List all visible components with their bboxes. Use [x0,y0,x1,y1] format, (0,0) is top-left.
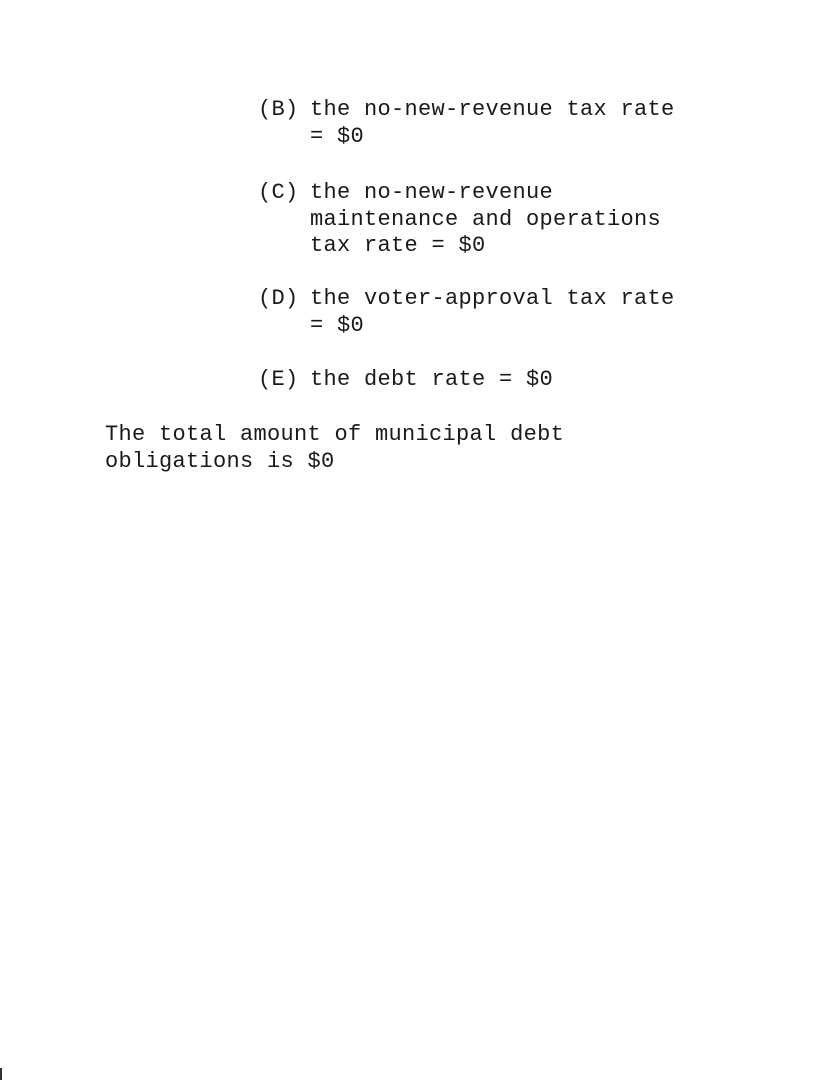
list-item-text: the voter-approval tax rate = $0 [310,286,675,338]
list-item-label: (D) [258,286,299,311]
list-item-d [258,286,675,339]
list-item-label: (B) [258,97,299,122]
list-item-label: (C) [258,180,299,205]
list-item-b [258,97,675,150]
list-item-c [258,180,661,260]
list-item-text: the no-new-revenue maintenance and operations tax rate = $0 [310,180,662,258]
list-item-text: the no-new-revenue tax rate = $0 [310,97,675,149]
list-item-e [258,367,553,394]
list-item-label: (E) [258,367,299,392]
list-item-text: the debt rate = $0 [310,367,554,392]
debt-obligations-paragraph: The total amount of municipal debt obligations is $0 [105,422,565,474]
scan-edge-mark [0,1068,2,1080]
